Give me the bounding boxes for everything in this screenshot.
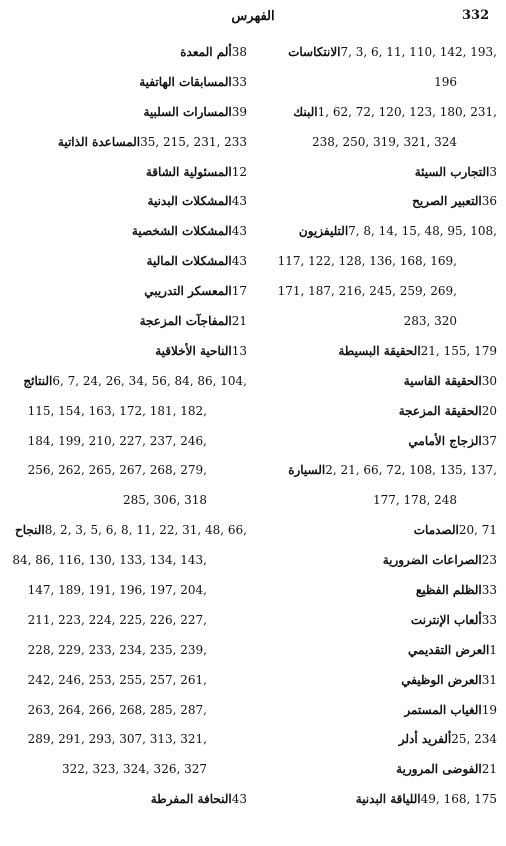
index-entry bbox=[252, 787, 502, 817]
index-entry bbox=[2, 548, 252, 578]
index-entry bbox=[252, 518, 502, 548]
index-pages-continued: 256, 262, 265, 267, 268, 279, bbox=[27, 463, 207, 478]
index-pages: 12 bbox=[231, 164, 247, 179]
index-term: الغياب المستمر bbox=[404, 702, 482, 717]
index-pages-continued: 84, 86, 116, 130, 133, 134, 143, bbox=[12, 553, 207, 568]
index-entry bbox=[252, 698, 502, 728]
index-pages: 1, 62, 72, 120, 123, 180, 231, bbox=[317, 104, 497, 119]
index-pages: 20, 71 bbox=[458, 523, 497, 538]
index-entry bbox=[2, 219, 252, 249]
index-entry bbox=[2, 698, 252, 728]
index-entry bbox=[2, 727, 252, 757]
index-pages: 43 bbox=[231, 792, 247, 807]
index-pages-continued: 322, 323, 324, 326, 327 bbox=[61, 762, 207, 777]
index-term: العرض الوظيفي bbox=[401, 672, 482, 687]
index-entry bbox=[252, 458, 502, 488]
index-term: المشكلات المالية bbox=[146, 254, 232, 269]
index-pages-continued: 177, 178, 248 bbox=[373, 493, 457, 508]
index-column-right bbox=[252, 40, 502, 817]
index-pages: 33 bbox=[481, 612, 497, 627]
index-entry bbox=[2, 399, 252, 429]
index-entry bbox=[252, 399, 502, 429]
index-pages: 31 bbox=[481, 672, 497, 687]
index-entry bbox=[252, 70, 502, 100]
index-pages: 33 bbox=[231, 74, 247, 89]
index-term: الظلم الفظيع bbox=[415, 583, 482, 598]
index-entry bbox=[2, 130, 252, 160]
index-entry bbox=[252, 608, 502, 638]
index-pages: 8, 2, 3, 5, 6, 8, 11, 22, 31, 48, 66, bbox=[44, 523, 247, 538]
index-entry bbox=[2, 40, 252, 70]
index-pages: 1 bbox=[489, 642, 497, 657]
index-pages: 38 bbox=[231, 45, 247, 59]
index-column-left bbox=[2, 40, 252, 817]
index-entry bbox=[2, 458, 252, 488]
index-entry bbox=[2, 279, 252, 309]
index-term: البنك bbox=[293, 104, 318, 119]
index-pages: 43 bbox=[231, 254, 247, 269]
index-entry bbox=[2, 488, 252, 518]
index-pages: 49, 168, 175 bbox=[420, 792, 497, 807]
index-pages-continued: 115, 154, 163, 172, 181, 182, bbox=[27, 403, 207, 418]
index-term: المشكلات الشخصية bbox=[131, 224, 232, 239]
index-pages: 7, 8, 14, 15, 48, 95, 108, bbox=[348, 224, 497, 239]
index-term: النجاح bbox=[14, 523, 45, 538]
index-term: الصدمات bbox=[413, 523, 459, 538]
index-pages-continued: 285, 306, 318 bbox=[123, 493, 207, 508]
index-entry bbox=[2, 638, 252, 668]
index-entry bbox=[252, 548, 502, 578]
index-pages-continued: 117, 122, 128, 136, 168, 169, bbox=[277, 254, 457, 269]
index-term: السيارة bbox=[288, 463, 326, 478]
index-entry bbox=[2, 608, 252, 638]
index-pages: 17 bbox=[231, 284, 247, 299]
index-pages: 35, 215, 231, 233 bbox=[140, 134, 247, 149]
index-entry bbox=[252, 40, 502, 70]
index-pages: 23 bbox=[481, 553, 497, 568]
page-number: 332 bbox=[462, 8, 490, 23]
index-term: المسئولية الشاقة bbox=[145, 164, 232, 179]
index-pages: 3 bbox=[489, 164, 497, 179]
index-term: اللياقة البدنية bbox=[355, 792, 421, 807]
index-entry bbox=[2, 249, 252, 279]
index-pages: 43 bbox=[231, 224, 247, 239]
index-term: ألعاب الإنترنت bbox=[410, 612, 482, 627]
index-term: النتائج bbox=[23, 373, 53, 388]
index-pages-continued: 283, 320 bbox=[403, 314, 457, 329]
index-entry bbox=[2, 160, 252, 190]
index-pages-continued: 289, 291, 293, 307, 313, 321, bbox=[27, 732, 207, 747]
index-term: المسابقات الهاتفية bbox=[139, 74, 232, 89]
index-entry bbox=[2, 578, 252, 608]
index-pages-continued: 263, 264, 266, 268, 285, 287, bbox=[27, 702, 207, 717]
index-entry bbox=[2, 100, 252, 130]
index-pages: 13 bbox=[231, 343, 247, 358]
index-pages: 21 bbox=[481, 762, 497, 777]
index-term: الزجاج الأمامي bbox=[408, 433, 482, 448]
index-term: المفاجآت المزعجة bbox=[139, 314, 232, 329]
index-entry bbox=[2, 70, 252, 100]
index-entry bbox=[2, 787, 252, 817]
index-pages: 19 bbox=[481, 702, 497, 717]
index-term: الحقيقة المزعجة bbox=[398, 403, 482, 418]
index-pages: 36 bbox=[481, 194, 497, 209]
index-entry bbox=[252, 638, 502, 668]
index-term: الانتكاسات bbox=[288, 45, 341, 59]
index-term: ألفريد أدلر bbox=[398, 732, 452, 747]
index-pages-continued: 184, 199, 210, 227, 237, 246, bbox=[27, 433, 207, 448]
index-entry bbox=[252, 100, 502, 130]
index-term: التعبير الصريح bbox=[412, 194, 482, 209]
index-term: المشكلات البدنية bbox=[147, 194, 232, 209]
index-pages: 39 bbox=[231, 104, 247, 119]
index-entry bbox=[2, 369, 252, 399]
index-pages-continued: 171, 187, 216, 245, 259, 269, bbox=[277, 284, 457, 299]
index-pages: 20 bbox=[481, 403, 497, 418]
index-term: الناحية الأخلاقية bbox=[155, 343, 232, 358]
index-pages-continued: 196 bbox=[434, 74, 457, 89]
index-pages-continued: 147, 189, 191, 196, 197, 204, bbox=[27, 583, 207, 598]
index-term: المساعدة الذاتية bbox=[57, 134, 141, 149]
index-entry bbox=[252, 488, 502, 518]
index-term: ألم المعدة bbox=[180, 45, 232, 59]
index-entry bbox=[2, 668, 252, 698]
index-entry bbox=[252, 309, 502, 339]
index-entry bbox=[252, 279, 502, 309]
index-entry bbox=[2, 518, 252, 548]
index-pages: 7, 3, 6, 11, 110, 142, 193, bbox=[340, 45, 497, 59]
index-term: الصراعات الضرورية bbox=[382, 553, 482, 568]
index-term: الحقيقة القاسية bbox=[403, 373, 482, 388]
index-pages: 43 bbox=[231, 194, 247, 209]
index-pages: 2, 21, 66, 72, 108, 135, 137, bbox=[325, 463, 497, 478]
index-pages: 21, 155, 179 bbox=[420, 343, 497, 358]
index-entry bbox=[252, 339, 502, 369]
index-term: الفوضى المرورية bbox=[396, 762, 482, 777]
index-entry bbox=[252, 757, 502, 787]
index-term: العرض التقديمي bbox=[408, 642, 490, 657]
index-entry bbox=[252, 160, 502, 190]
index-entry bbox=[2, 189, 252, 219]
index-pages: 21 bbox=[231, 314, 247, 329]
index-pages: 33 bbox=[481, 583, 497, 598]
index-entry bbox=[252, 249, 502, 279]
index-term: التليفزيون bbox=[298, 224, 349, 239]
index-entry bbox=[252, 189, 502, 219]
index-term: التجارب السيئة bbox=[414, 164, 490, 179]
index-term: الحقيقة البسيطة bbox=[338, 343, 421, 358]
index-pages: 6, 7, 24, 26, 34, 56, 84, 86, 104, bbox=[52, 373, 247, 388]
index-pages: 37 bbox=[481, 433, 497, 448]
index-entry bbox=[252, 219, 502, 249]
index-term: المسارات السلبية bbox=[143, 104, 232, 119]
index-entry bbox=[252, 668, 502, 698]
index-entry bbox=[252, 369, 502, 399]
index-term: المعسكر التدريبي bbox=[144, 284, 232, 299]
index-pages: 30 bbox=[481, 373, 497, 388]
index-entry bbox=[2, 757, 252, 787]
index-entry bbox=[252, 578, 502, 608]
index-pages-continued: 228, 229, 233, 234, 235, 239, bbox=[27, 642, 207, 657]
index-pages-continued: 242, 246, 253, 255, 257, 261, bbox=[27, 672, 207, 687]
index-entry bbox=[2, 339, 252, 369]
index-entry bbox=[2, 429, 252, 459]
index-pages: 25, 234 bbox=[451, 732, 497, 747]
index-entry bbox=[252, 727, 502, 757]
index-pages-continued: 238, 250, 319, 321, 324 bbox=[311, 134, 457, 149]
index-entry bbox=[252, 130, 502, 160]
index-pages-continued: 211, 223, 224, 225, 226, 227, bbox=[27, 612, 207, 627]
index-term: النحافة المفرطة bbox=[150, 792, 232, 807]
index-entry bbox=[2, 309, 252, 339]
index-entry bbox=[252, 429, 502, 459]
page-title: الفهرس bbox=[231, 9, 275, 24]
